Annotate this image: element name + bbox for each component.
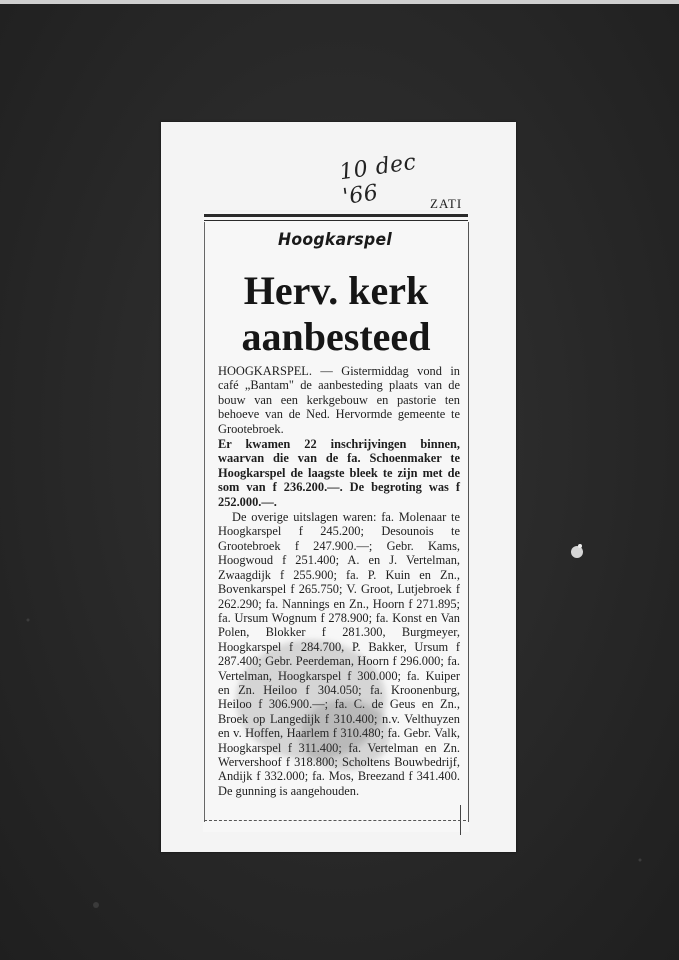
article-paragraph-lead: HOOGKARSPEL. — Gistermiddag vond in café „Bantam" de aanbesteding plaats van de bouw van een kerkgebouw en pastorie ten behoeve van de Ned. Hervormde gemeente te Grootebroek. <box>218 364 460 436</box>
article-kicker: Hoogkarspel <box>278 230 392 250</box>
dust-speck <box>571 546 583 558</box>
top-rule <box>204 214 468 221</box>
article-paragraph-bids: De overige uitslagen waren: fa. Molenaar te Hoogkarspel f 245.200; Desounois te Grootebroek f 247.900.—; Gebr. Kams, Hoogwoud f 251.400; A. en J. Vertelman, Zwaagdijk f 255.900; fa. P. Kuin en Zn., Bovenkarspel f 265.750; V. Groot, Lutjebroek f 262.290; fa. Nannings en Zn., Hoorn f 271.895; fa. Ursum Wognum f 278.900; fa. Konst en Van Polen, Blokker f 281.300, Burgmeyer, Hoogkarspel f 284.700, P. Bakker, Ursum f 287.400; Gebr. Peerdeman, Hoorn f 296.000; fa. Vertelman, Hoogkarspel f 300.000; fa. Kuiper en Zn. Heiloo f 304.050; fa. Kroonenburg, Heiloo f 306.900.—; fa. C. de Geus en Zn., Broek op Langedijk f 310.400; n.v. Velthuyzen en v. Hoffen, Haarlem f 310.480; fa. Gebr. Valk, Hoogkarspel f 311.400; fa. Vertelman en Zn. Wervershoof f 318.800; Scholtens Bouwbedrijf, Andijk f 332.000; fa. Mos, Breezand f 341.400. De gunning is aangehouden. <box>218 510 460 798</box>
right-column-rule <box>468 222 469 822</box>
masthead-fragment: ZATI <box>430 196 463 211</box>
left-column-rule <box>204 222 205 822</box>
article-headline: Herv. kerk aanbesteed <box>241 268 431 359</box>
bottom-rule <box>204 820 466 822</box>
handwritten-date: 10 dec '66 <box>337 149 418 211</box>
scanner-edge <box>0 0 679 4</box>
print-smudge <box>300 700 390 770</box>
article-paragraph-result: Er kwamen 22 inschrijvingen binnen, waarvan die van de fa. Schoenmaker te Hoogkarspel de laagste bleek te zijn met de som van f 236.200.—. De begroting was f 252.000.—. <box>218 437 460 509</box>
